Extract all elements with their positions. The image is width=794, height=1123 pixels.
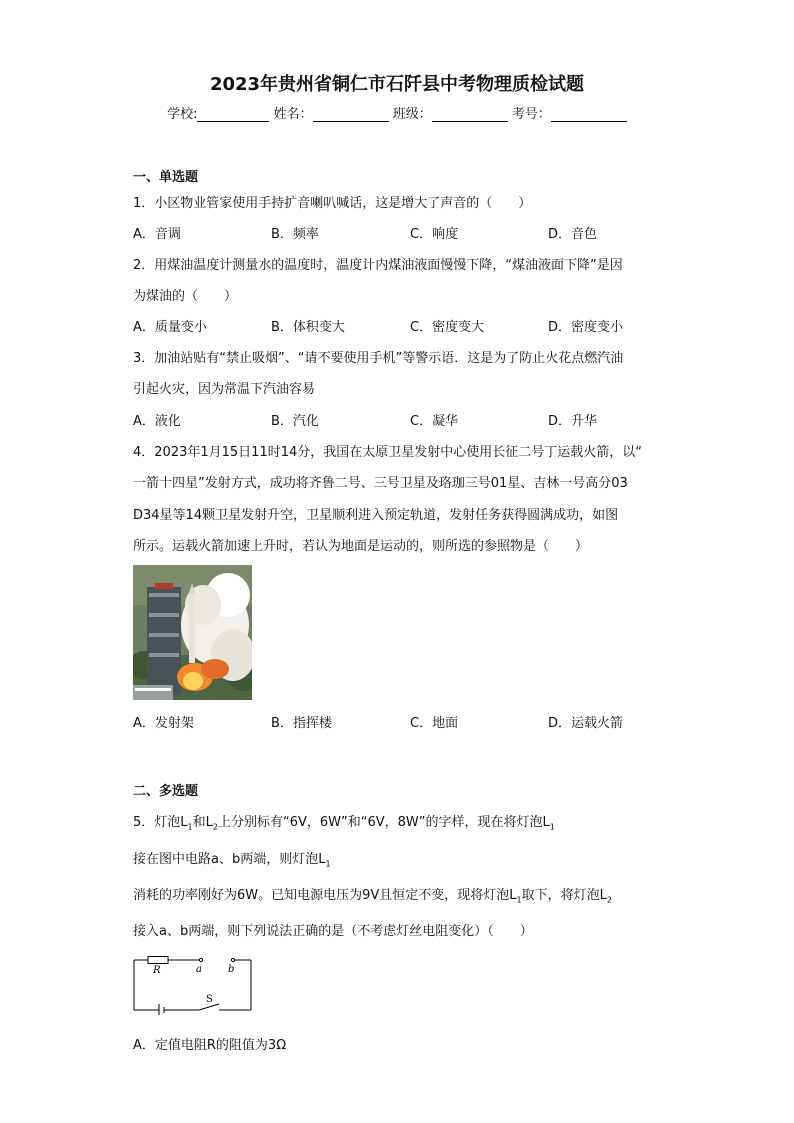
q3-line1: 3．加油站贴有“禁止吸烟”、“请不要使用手机”等警示语．这是为了防止火花点燃汽油 [133,351,624,366]
q3-option-c: C．凝华 [410,414,459,429]
q4-option-b: B．指挥楼 [271,716,332,731]
student-info [0,103,794,122]
q4-option-a: A．发射架 [133,716,194,731]
section-single-choice: 一、单选题 [133,170,199,185]
q5-line2 [133,848,331,869]
circuit-diagram [133,955,258,1015]
q5-line3-part2: 取下，将灯泡L [521,888,607,903]
q5-sub-2a: 2 [212,822,218,832]
q4-option-d: D．运载火箭 [548,716,624,731]
number-label: 考号： [511,107,551,122]
name-blank [313,109,389,122]
q2-option-b: B．体积变大 [271,320,345,335]
circuit-label-b: b [228,964,235,975]
name-label: 姓名： [273,107,313,122]
school-label: 学校: [167,107,198,122]
school-blank [197,109,269,122]
q3-option-b: B．汽化 [271,414,319,429]
q2-option-d: D．密度变小 [548,320,624,335]
rocket-launch-photo [133,565,252,700]
q5-line1-part2: 和L [192,815,213,830]
q5-sub-1d: 1 [516,895,522,905]
q2-option-c: C．密度变大 [410,320,485,335]
q3-line2: 引起火灾，因为常温下汽油容易 [133,382,316,397]
q1-option-c: C．响度 [410,227,459,242]
class-blank [432,109,508,122]
q5-line1 [133,811,555,832]
q2-line1: 2．用煤油温度计测量水的温度时，温度计内煤油液面慢慢下降，“煤油液面下降”是因 [133,258,623,273]
q2-option-a: A．质量变小 [133,320,207,335]
q3-option-d: D．升华 [548,414,598,429]
circuit-label-a: a [196,964,202,975]
q5-sub-1a: 1 [187,822,193,832]
section-multiple-choice: 二、多选题 [133,784,199,799]
q4-line4: 所示。运载火箭加速上升时，若认为地面是运动的，则所选的参照物是（ ） [133,539,589,554]
q5-line2-text: 接在图中电路a、b两端，则灯泡L [133,852,326,867]
q1-option-a: A．音调 [133,227,181,242]
q1-option-d: D．音色 [548,227,598,242]
class-label: 班级： [392,107,432,122]
circuit-label-r: R [153,965,161,976]
q5-line4: 接入a、b两端，则下列说法正确的是（不考虑灯丝电阻变化）（ ） [133,924,533,939]
q3-option-a: A．液化 [133,414,181,429]
q5-line1-part3: 上分别标有“6V，6W”和“6V，8W”的字样，现在将灯泡L [217,815,550,830]
number-blank [551,109,627,122]
q4-line1: 4．2023年1月15日11时14分，我国在太原卫星发射中心使用长征二号丁运载火箭，以“ [133,445,642,460]
q5-option-a: A．定值电阻R的阻值为3Ω [133,1038,287,1053]
q4-line3: D34星等14颗卫星发射升空，卫星顺利进入预定轨道，发射任务获得圆满成功，如图 [133,508,619,523]
circuit-label-s: S [206,994,213,1005]
q1-option-b: B．频率 [271,227,319,242]
q5-sub-2b: 2 [606,895,612,905]
q5-line1-part1: 5．灯泡L [133,815,188,830]
q2-line2: 为煤油的（ ） [133,289,238,304]
q5-sub-1c: 1 [325,859,331,869]
q5-sub-1b: 1 [549,822,555,832]
q5-line3 [133,884,612,905]
q1-text: 1．小区物业管家使用手持扩音喇叭喊话，这是增大了声音的（ ） [133,196,532,211]
q4-option-c: C．地面 [410,716,459,731]
page-title: 2023年贵州省铜仁市石阡县中考物理质检试题 [209,74,585,95]
q4-line2: 一箭十四星”发射方式，成功将齐鲁二号、三号卫星及珞珈三号01星、吉林一号高分03 [133,476,628,491]
q5-line3-part1: 消耗的功率刚好为6W。已知电源电压为9V且恒定不变，现将灯泡L [133,888,517,903]
